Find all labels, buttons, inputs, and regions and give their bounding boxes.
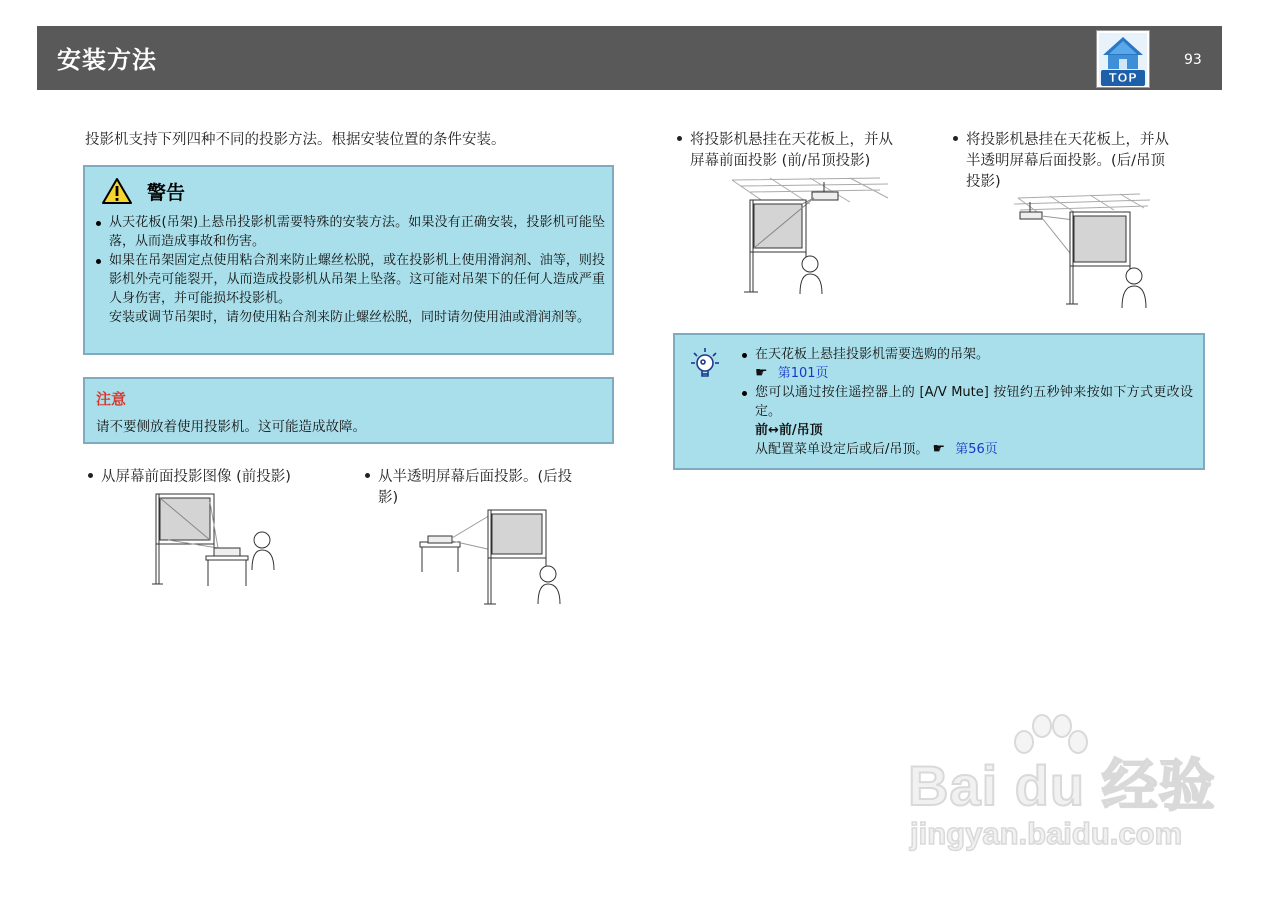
caution-text: 请不要侧放着使用投影机。这可能造成故障。 xyxy=(96,419,366,435)
tip-box xyxy=(673,333,1205,470)
warning-triangle-icon xyxy=(101,177,133,205)
method-front-ceiling-caption xyxy=(677,130,893,172)
warning-title: 警告 xyxy=(147,181,186,204)
caution-title: 注意 xyxy=(96,390,127,408)
bullet-dot xyxy=(953,136,958,141)
tip-item xyxy=(741,383,1193,459)
rear-projection-illustration xyxy=(414,500,574,610)
bullet-dot xyxy=(677,136,682,141)
watermark-logo-text: Bai du 经验 xyxy=(908,754,1216,817)
tip-item-text: 在天花板上悬挂投影机需要选购的吊架。 xyxy=(755,347,990,362)
page-title: 安装方法 xyxy=(57,46,157,74)
bullet-dot xyxy=(365,473,370,478)
method-rear-ceiling-label-cont2: 投影) xyxy=(966,174,1001,190)
caution-box xyxy=(83,377,614,444)
warning-box xyxy=(83,165,614,355)
warning-item: 从天花板(吊架)上悬吊投影机需要特殊的安装方法。如果没有正确安装，投影机可能坠落，从而造成事故和伤害。 xyxy=(93,213,605,251)
warning-list xyxy=(93,213,605,327)
method-front-caption xyxy=(88,467,291,488)
page-header xyxy=(37,26,1222,90)
method-rear-ceiling-label-cont: 半透明屏幕后面投影。(后/吊顶 xyxy=(966,153,1166,169)
top-button[interactable] xyxy=(1096,30,1150,88)
intro-text: 投影机支持下列四种不同的投影方法。根据安装位置的条件安装。 xyxy=(85,132,506,148)
warning-item-text: 如果在吊架固定点使用粘合剂来防止螺丝松脱，或在投影机上使用滑润剂、油等，则投影机外壳可能裂开，从而造成投影机从吊架上坠落。这可能对吊架下的任何人造成严重人身伤害，并可能损坏投影机。 xyxy=(109,253,605,306)
tip-item xyxy=(741,345,1193,383)
rear-ceiling-projection-illustration xyxy=(1010,192,1160,312)
page-link-101[interactable]: 第101页 xyxy=(777,366,829,381)
top-label: TOP xyxy=(1108,71,1138,85)
method-rear-label: 从半透明屏幕后面投影。(后投 xyxy=(378,469,573,485)
watermark-url: jingyan.baidu.com xyxy=(910,816,1183,851)
page-link-56[interactable]: 第56页 xyxy=(955,442,998,457)
pointing-hand-icon: ☛ xyxy=(932,441,946,457)
tip-setting: 前↔前/吊顶 xyxy=(755,423,823,438)
front-ceiling-projection-illustration xyxy=(730,176,890,296)
method-front-ceiling-label: 将投影机悬挂在天花板上，并从 xyxy=(690,132,893,148)
method-front-ceiling-label-cont: 屏幕前面投影 (前/吊顶投影) xyxy=(690,153,871,169)
method-front-label: 从屏幕前面投影图像 (前投影) xyxy=(101,469,291,485)
lightbulb-icon xyxy=(685,345,725,385)
method-rear-ceiling-label: 将投影机悬挂在天花板上，并从 xyxy=(966,132,1169,148)
warning-header xyxy=(101,177,185,205)
warning-item xyxy=(93,251,605,327)
tip-list xyxy=(741,345,1193,459)
tip-item-tail: 从配置菜单设定后或后/吊顶。 xyxy=(755,442,929,457)
page-number: 93 xyxy=(1184,52,1202,68)
front-projection-illustration xyxy=(148,490,288,590)
method-rear-label-cont: 影) xyxy=(378,490,399,506)
pointing-hand-icon: ☛ xyxy=(755,365,768,381)
bullet-dot xyxy=(88,473,93,478)
tip-item-text: 您可以通过按住遥控器上的 [A/V Mute] 按钮约五秒钟来按如下方式更改设定。 xyxy=(755,385,1193,419)
warning-item-note: 安装或调节吊架时，请勿使用粘合剂来防止螺丝松脱，同时请勿使用油或滑润剂等。 xyxy=(109,310,591,325)
method-rear-ceiling-caption xyxy=(953,130,1169,193)
